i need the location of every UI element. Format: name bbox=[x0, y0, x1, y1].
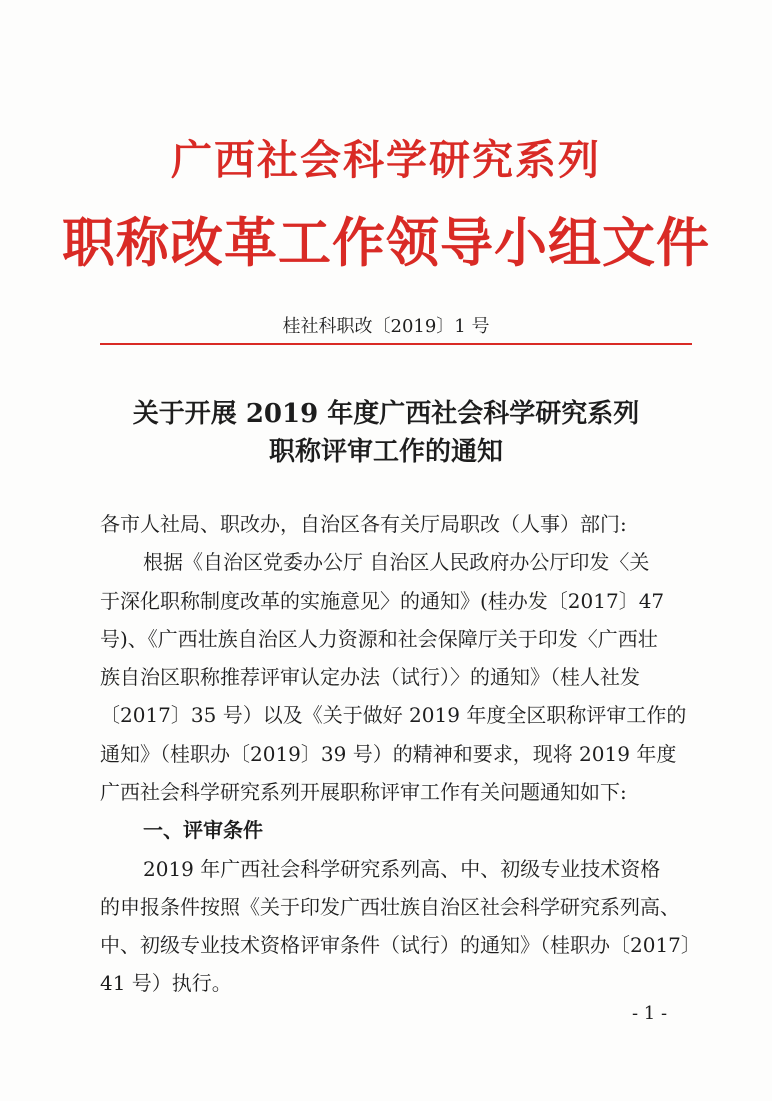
paragraph-line: 根据《自治区党委办公厅 自治区人民政府办公厅印发〈关 bbox=[143, 550, 650, 574]
notice-title-line2: 职称评审工作的通知 bbox=[268, 437, 503, 467]
paragraph-line: 广西社会科学研究系列开展职称评审工作有关问题通知如下: bbox=[100, 780, 627, 804]
notice-title-line1: 关于开展 2019 年度广西社会科学研究系列 bbox=[132, 399, 640, 429]
paragraph-line: 2019 年广西社会科学研究系列高、中、初级专业技术资格 bbox=[143, 857, 661, 881]
issuer-header-line2: 职称改革工作领导小组文件 bbox=[62, 212, 710, 274]
paragraph-line: 的申报条件按照《关于印发广西壮族自治区社会科学研究系列高、 bbox=[100, 895, 680, 919]
page-number: - 1 - bbox=[632, 1003, 668, 1024]
paragraph-line: 号)、《广西壮族自治区人力资源和社会保障厅关于印发〈广西壮 bbox=[100, 627, 658, 651]
paragraph-line: 于深化职称制度改革的实施意见〉的通知》(桂办发〔2017〕47 bbox=[100, 589, 665, 613]
issuer-header-line1: 广西社会科学研究系列 bbox=[171, 136, 601, 184]
paragraph-line: 族自治区职称推荐评审认定办法（试行）〉的通知》（桂人社发 bbox=[100, 665, 640, 689]
paragraph-line: 41 号）执行。 bbox=[100, 971, 232, 995]
paragraph-line: 中、初级专业技术资格评审条件（试行）的通知》（桂职办〔2017〕 bbox=[100, 933, 701, 957]
section-heading-review-conditions: 一、评审条件 bbox=[143, 818, 263, 842]
paragraph-line: 〔2017〕35 号）以及《关于做好 2019 年度全区职称评审工作的 bbox=[100, 703, 687, 727]
paragraph-line: 通知》（桂职办〔2019〕39 号）的精神和要求，现将 2019 年度 bbox=[100, 742, 677, 766]
document-number: 桂社科职改〔2019〕1 号 bbox=[282, 316, 490, 337]
red-header-rule bbox=[100, 343, 692, 345]
addressee-line: 各市人社局、职改办，自治区各有关厅局职改（人事）部门: bbox=[100, 512, 627, 536]
